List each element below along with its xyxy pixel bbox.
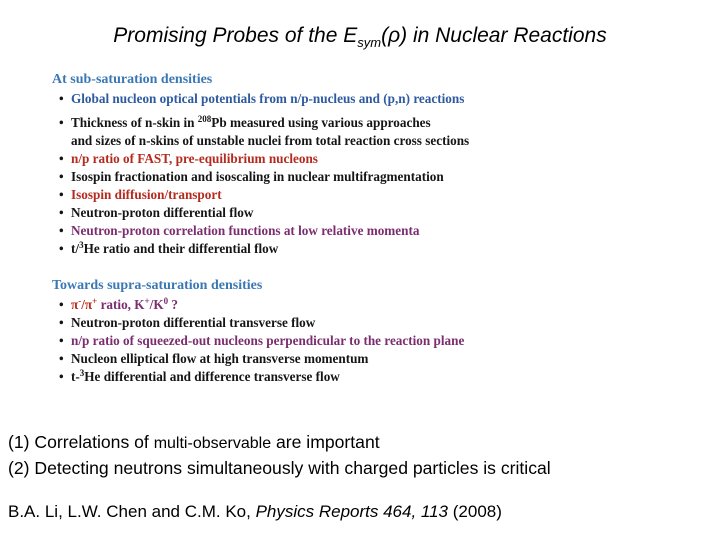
list-item: • Nucleon elliptical flow at high transverse momentum — [52, 350, 572, 368]
supra-saturation-heading: Towards supra-saturation densities — [52, 278, 263, 293]
title-suffix: (ρ) in Nuclear Reactions — [381, 24, 607, 47]
supra-saturation-section — [52, 276, 572, 386]
list-item: • π-/π+ ratio, $K^+/K^0$ ? — [52, 296, 572, 314]
list-item: • Neutron-proton differential flow — [52, 204, 572, 222]
note-1: (1) Correlations of multi-observable are important — [8, 432, 380, 452]
list-item: • Thickness of n-skin in $^{208}$Pb measured using various approaches and sizes of n-skins of unstable nuclei from total reaction cross sections — [52, 114, 572, 150]
conclusion-notes — [8, 430, 708, 481]
list-item: • Isospin fractionation and isoscaling in nuclear multifragmentation — [52, 168, 572, 186]
title-subscript: sym — [357, 35, 382, 51]
note-2: (2) Detecting neutrons simultaneously with charged particles is critical — [8, 458, 551, 478]
list-item: • n/p ratio of squeezed-out nucleons perpendicular to the reaction plane — [52, 332, 572, 350]
probes-panel — [52, 70, 572, 386]
list-item: • n/p ratio of FAST, pre-equilibrium nucleons — [52, 150, 572, 168]
list-item: • t-$^3$He differential and difference transverse flow — [52, 368, 572, 386]
sub-saturation-list — [52, 90, 572, 258]
slide-title — [0, 24, 720, 50]
list-item: • Neutron-proton correlation functions at low relative momenta — [52, 222, 572, 240]
reference-journal: Physics Reports 464, 113 — [255, 502, 449, 521]
list-item: • t/$^3$He ratio and their differential flow — [52, 240, 572, 258]
title-prefix: Promising Probes of the E — [113, 24, 358, 47]
list-item: • Global nucleon optical potentials from n/p-nucleus and (p,n) reactions — [52, 90, 572, 108]
sub-saturation-heading: At sub-saturation densities — [52, 72, 213, 87]
list-item: • Isospin diffusion/transport — [52, 186, 572, 204]
list-item: • Neutron-proton differential transverse flow — [52, 314, 572, 332]
supra-saturation-list — [52, 296, 572, 386]
reference-year: (2008) — [448, 502, 502, 521]
reference-citation — [8, 502, 708, 522]
reference-authors: B.A. Li, L.W. Chen and C.M. Ko, — [8, 502, 256, 521]
